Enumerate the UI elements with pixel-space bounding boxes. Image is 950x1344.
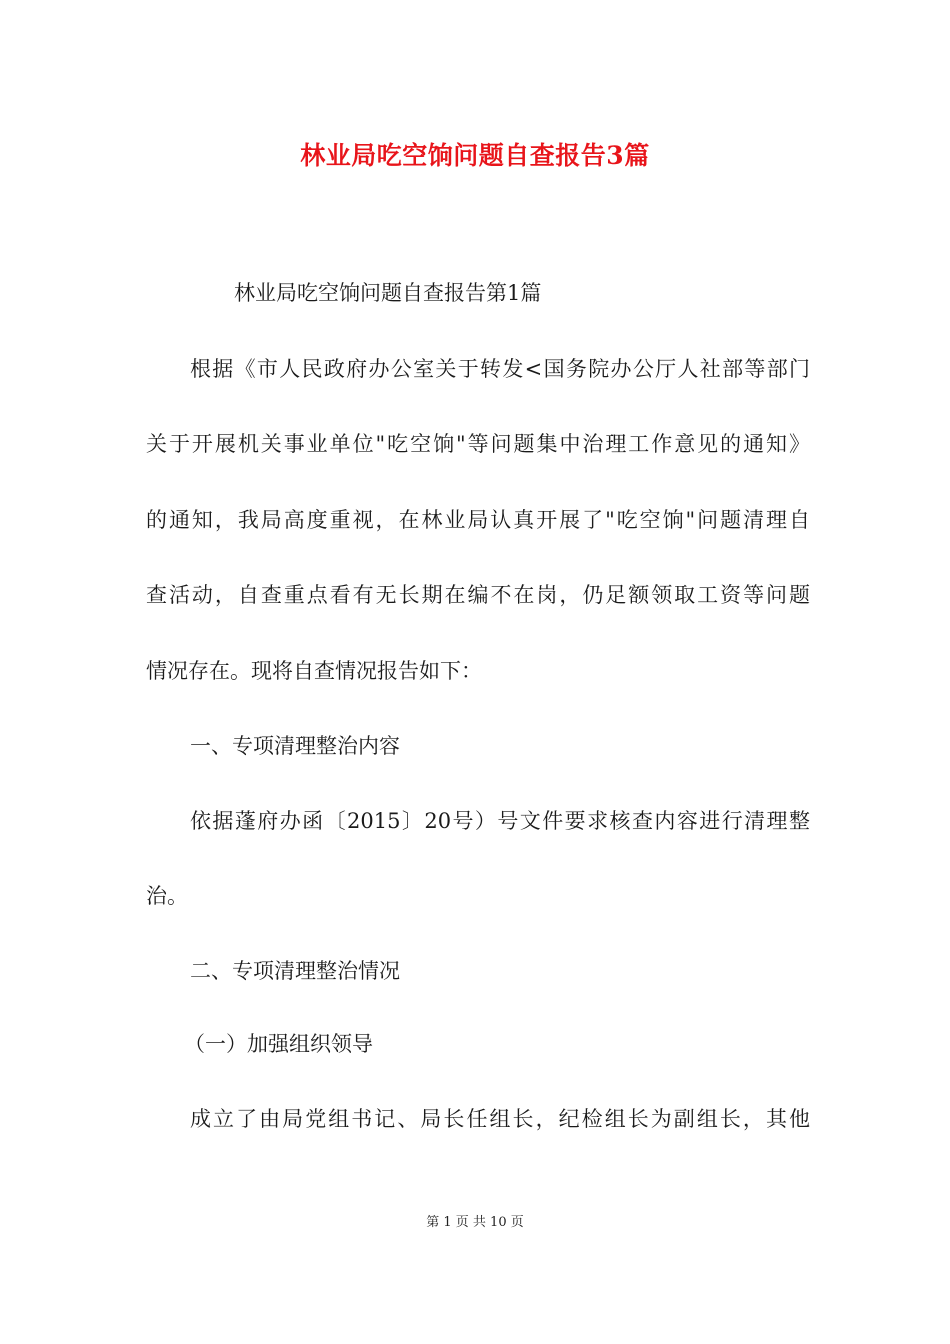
- page-footer: 第 1 页 共 10 页: [426, 1215, 524, 1230]
- section-heading: 二、专项清理整治情况: [190, 959, 400, 983]
- paragraph-line: 治。: [146, 884, 188, 908]
- paragraph-line: 的通知，我局高度重视，在林业局认真开展了"吃空饷"问题清理自: [146, 508, 810, 532]
- paragraph-line: 情况存在。现将自查情况报告如下：: [146, 659, 482, 683]
- paragraph-line: 成立了由局党组书记、局长任组长，纪检组长为副组长，其他: [190, 1107, 810, 1131]
- subsection-heading: （一）加强组织领导: [184, 1032, 373, 1056]
- paragraph-line: 依据蓬府办函〔2015〕20号）号文件要求核查内容进行清理整: [190, 809, 810, 833]
- document-title: 林业局吃空饷问题自查报告3篇: [300, 141, 650, 170]
- paragraph-line: 根据《市人民政府办公室关于转发<国务院办公厅人社部等部门: [190, 357, 810, 381]
- section-subtitle: 林业局吃空饷问题自查报告第1篇: [234, 281, 542, 305]
- section-heading: 一、专项清理整治内容: [190, 734, 400, 758]
- paragraph-line: 查活动，自查重点看有无长期在编不在岗，仍足额领取工资等问题: [146, 583, 810, 607]
- paragraph-line: 关于开展机关事业单位"吃空饷"等问题集中治理工作意见的通知》: [146, 432, 810, 456]
